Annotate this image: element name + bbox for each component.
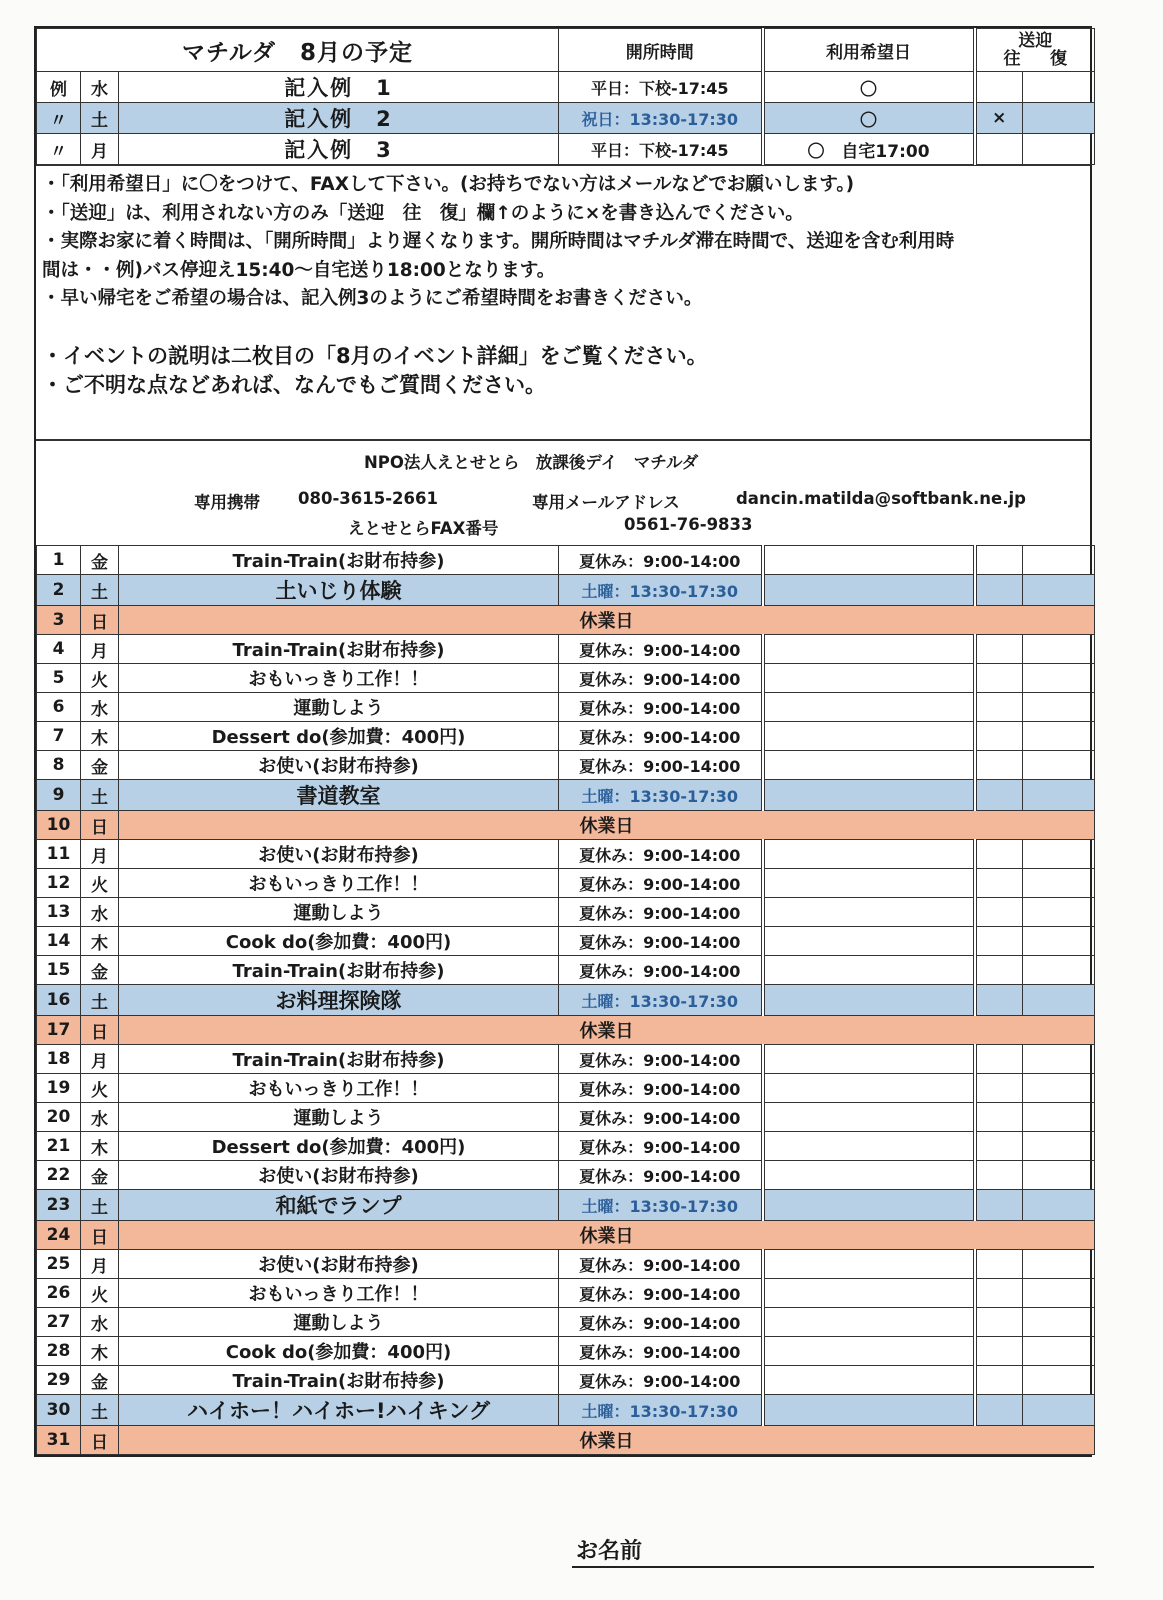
note-line: ・早い帰宅をご希望の場合は、記入例3のようにご希望時間をお書きください。 bbox=[42, 288, 703, 309]
event-name: 運動しよう bbox=[119, 693, 559, 722]
day-row bbox=[37, 1337, 1095, 1366]
day-number: 1 bbox=[37, 546, 81, 575]
note-line: ・「利用希望日」に〇をつけて、FAXして下さい。(お持ちでない方はメールなどでお願いします。) bbox=[42, 174, 855, 195]
header-row bbox=[37, 29, 1095, 72]
day-of-week: 土 bbox=[81, 780, 119, 811]
opening-time: 夏休み：9:00-14:00 bbox=[559, 1074, 763, 1103]
day-row bbox=[37, 606, 1095, 635]
day-number: 12 bbox=[37, 869, 81, 898]
day-of-week: 水 bbox=[81, 1308, 119, 1337]
example-time: 祝日：13:30-17:30 bbox=[559, 103, 763, 134]
schedule-sheet bbox=[34, 26, 1092, 1457]
opening-time: 夏休み：9:00-14:00 bbox=[559, 1366, 763, 1395]
outbound-cell[interactable] bbox=[975, 1250, 1023, 1279]
outbound-cell[interactable] bbox=[975, 898, 1023, 927]
return-cell[interactable] bbox=[1023, 985, 1095, 1016]
day-row bbox=[37, 1161, 1095, 1190]
outbound-cell[interactable] bbox=[975, 1074, 1023, 1103]
opening-time: 夏休み：9:00-14:00 bbox=[559, 840, 763, 869]
day-of-week: 月 bbox=[81, 840, 119, 869]
request-cell[interactable] bbox=[763, 1366, 975, 1395]
day-number: 27 bbox=[37, 1308, 81, 1337]
outbound-cell[interactable] bbox=[975, 1161, 1023, 1190]
example-label: 〃 bbox=[37, 134, 81, 165]
outbound-cell[interactable] bbox=[975, 722, 1023, 751]
day-of-week: 月 bbox=[81, 635, 119, 664]
day-number: 21 bbox=[37, 1132, 81, 1161]
opening-time: 夏休み：9:00-14:00 bbox=[559, 1161, 763, 1190]
day-number: 19 bbox=[37, 1074, 81, 1103]
request-cell[interactable] bbox=[763, 635, 975, 664]
day-row bbox=[37, 1426, 1095, 1455]
event-name: Dessert do(参加費：400円) bbox=[119, 1132, 559, 1161]
return-cell[interactable] bbox=[1023, 1103, 1095, 1132]
request-cell[interactable] bbox=[763, 1308, 975, 1337]
day-number: 23 bbox=[37, 1190, 81, 1221]
outbound-cell[interactable] bbox=[975, 1103, 1023, 1132]
outbound-cell[interactable] bbox=[975, 840, 1023, 869]
opening-time: 土曜：13:30-17:30 bbox=[559, 1395, 763, 1426]
event-name: 土いじり体験 bbox=[119, 575, 559, 606]
event-name: Train-Train(お財布持参) bbox=[119, 1366, 559, 1395]
opening-time: 夏休み：9:00-14:00 bbox=[559, 1337, 763, 1366]
email-label: 専用メールアドレス bbox=[532, 493, 680, 512]
day-number: 9 bbox=[37, 780, 81, 811]
return-cell[interactable] bbox=[1023, 869, 1095, 898]
return-cell[interactable] bbox=[1023, 575, 1095, 606]
day-of-week: 火 bbox=[81, 1074, 119, 1103]
outbound-cell[interactable] bbox=[975, 635, 1023, 664]
note-line: 間は・・例)バス停迎え15:40～自宅送り18:00となります。 bbox=[42, 259, 556, 281]
day-of-week: 土 bbox=[81, 985, 119, 1016]
example-return bbox=[1023, 134, 1095, 165]
opening-time: 夏休み：9:00-14:00 bbox=[559, 869, 763, 898]
day-row bbox=[37, 693, 1095, 722]
return-cell[interactable] bbox=[1023, 722, 1095, 751]
event-name: おもいっきり工作！！ bbox=[119, 869, 559, 898]
opening-time: 夏休み：9:00-14:00 bbox=[559, 1045, 763, 1074]
return-cell[interactable] bbox=[1023, 840, 1095, 869]
request-cell[interactable] bbox=[763, 722, 975, 751]
day-number: 29 bbox=[37, 1366, 81, 1395]
event-name: お料理探険隊 bbox=[119, 985, 559, 1016]
request-cell[interactable] bbox=[763, 780, 975, 811]
request-cell[interactable] bbox=[763, 664, 975, 693]
outbound-cell[interactable] bbox=[975, 1395, 1023, 1426]
outbound-cell[interactable] bbox=[975, 1337, 1023, 1366]
opening-time: 夏休み：9:00-14:00 bbox=[559, 1132, 763, 1161]
outbound-cell[interactable] bbox=[975, 1132, 1023, 1161]
opening-time: 夏休み：9:00-14:00 bbox=[559, 898, 763, 927]
opening-time: 夏休み：9:00-14:00 bbox=[559, 751, 763, 780]
example-return bbox=[1023, 103, 1095, 134]
opening-time: 夏休み：9:00-14:00 bbox=[559, 664, 763, 693]
outbound-cell[interactable] bbox=[975, 575, 1023, 606]
fax-label: えとせとらFAX番号 bbox=[348, 519, 499, 538]
day-row bbox=[37, 1132, 1095, 1161]
day-number: 14 bbox=[37, 927, 81, 956]
event-name: おもいっきり工作！！ bbox=[119, 1074, 559, 1103]
request-cell[interactable] bbox=[763, 1103, 975, 1132]
event-name: 運動しよう bbox=[119, 1308, 559, 1337]
day-of-week: 火 bbox=[81, 664, 119, 693]
note-line: ・ご不明な点などあれば、なんでもご質問ください。 bbox=[42, 372, 546, 397]
org-name: NPO法人えとせとら 放課後デイ マチルダ bbox=[364, 453, 699, 472]
outbound-cell[interactable] bbox=[975, 1308, 1023, 1337]
day-row bbox=[37, 1103, 1095, 1132]
opening-time: 土曜：13:30-17:30 bbox=[559, 985, 763, 1016]
example-row bbox=[37, 134, 1095, 165]
day-number: 2 bbox=[37, 575, 81, 606]
outbound-cell[interactable] bbox=[975, 869, 1023, 898]
day-of-week: 木 bbox=[81, 927, 119, 956]
day-number: 16 bbox=[37, 985, 81, 1016]
request-cell[interactable] bbox=[763, 956, 975, 985]
day-of-week: 土 bbox=[81, 1395, 119, 1426]
outbound-cell[interactable] bbox=[975, 780, 1023, 811]
day-row bbox=[37, 898, 1095, 927]
return-cell[interactable] bbox=[1023, 1395, 1095, 1426]
return-cell[interactable] bbox=[1023, 1132, 1095, 1161]
day-number: 20 bbox=[37, 1103, 81, 1132]
outbound-cell[interactable] bbox=[975, 546, 1023, 575]
opening-time: 土曜：13:30-17:30 bbox=[559, 1190, 763, 1221]
day-of-week: 木 bbox=[81, 722, 119, 751]
page-title: マチルダ 8月の予定 bbox=[37, 29, 559, 72]
outbound-label: 往 bbox=[1003, 49, 1021, 69]
outbound-cell[interactable] bbox=[975, 985, 1023, 1016]
event-name: お使い(お財布持参) bbox=[119, 1250, 559, 1279]
day-number: 8 bbox=[37, 751, 81, 780]
example-time: 平日：下校-17:45 bbox=[559, 72, 763, 103]
event-name: Dessert do(参加費：400円) bbox=[119, 722, 559, 751]
event-name: お使い(お財布持参) bbox=[119, 840, 559, 869]
day-number: 3 bbox=[37, 606, 81, 635]
example-dow: 月 bbox=[81, 134, 119, 165]
transport-label: 送迎 bbox=[1018, 31, 1053, 51]
example-request: 〇 bbox=[763, 103, 975, 134]
day-of-week: 土 bbox=[81, 1190, 119, 1221]
day-row bbox=[37, 1395, 1095, 1426]
opening-time: 夏休み：9:00-14:00 bbox=[559, 927, 763, 956]
contact-section bbox=[36, 439, 1090, 545]
day-of-week: 水 bbox=[81, 898, 119, 927]
day-number: 17 bbox=[37, 1016, 81, 1045]
name-field-line[interactable] bbox=[572, 1566, 1094, 1568]
opening-time: 夏休み：9:00-14:00 bbox=[559, 1250, 763, 1279]
day-of-week: 木 bbox=[81, 1132, 119, 1161]
example-dow: 土 bbox=[81, 103, 119, 134]
event-name: Train-Train(お財布持参) bbox=[119, 635, 559, 664]
day-of-week: 金 bbox=[81, 1161, 119, 1190]
day-row bbox=[37, 635, 1095, 664]
example-request: 〇 自宅17:00 bbox=[763, 134, 975, 165]
day-row bbox=[37, 751, 1095, 780]
day-of-week: 金 bbox=[81, 1366, 119, 1395]
day-row bbox=[37, 780, 1095, 811]
example-label: 例 bbox=[37, 72, 81, 103]
day-number: 28 bbox=[37, 1337, 81, 1366]
opening-time: 夏休み：9:00-14:00 bbox=[559, 722, 763, 751]
instructions-section bbox=[36, 165, 1090, 439]
day-number: 10 bbox=[37, 811, 81, 840]
event-name: 書道教室 bbox=[119, 780, 559, 811]
request-cell[interactable] bbox=[763, 693, 975, 722]
day-row bbox=[37, 869, 1095, 898]
return-cell[interactable] bbox=[1023, 1308, 1095, 1337]
col-transport-header bbox=[975, 29, 1095, 72]
opening-time: 夏休み：9:00-14:00 bbox=[559, 693, 763, 722]
email-address: dancin.matilda@softbank.ne.jp bbox=[736, 489, 1026, 508]
note-line: ・「送迎」は、利用されない方のみ「送迎 往 復」欄↑のように×を書き込んでください。 bbox=[42, 202, 804, 224]
day-of-week: 火 bbox=[81, 1279, 119, 1308]
event-name: ハイホー！ハイホー!ハイキング bbox=[119, 1395, 559, 1426]
day-row bbox=[37, 1016, 1095, 1045]
example-outbound: × bbox=[975, 103, 1023, 134]
example-name: 記入例 1 bbox=[119, 72, 559, 103]
closed-label: 休業日 bbox=[119, 1426, 1095, 1455]
outbound-cell[interactable] bbox=[975, 956, 1023, 985]
request-cell[interactable] bbox=[763, 1395, 975, 1426]
request-cell[interactable] bbox=[763, 927, 975, 956]
day-row bbox=[37, 1074, 1095, 1103]
day-row bbox=[37, 1308, 1095, 1337]
day-row bbox=[37, 956, 1095, 985]
return-cell[interactable] bbox=[1023, 1161, 1095, 1190]
event-name: お使い(お財布持参) bbox=[119, 1161, 559, 1190]
fax-number: 0561-76-9833 bbox=[624, 515, 753, 534]
return-cell[interactable] bbox=[1023, 693, 1095, 722]
calendar-table bbox=[36, 545, 1095, 1455]
return-cell[interactable] bbox=[1023, 780, 1095, 811]
outbound-cell[interactable] bbox=[975, 927, 1023, 956]
event-name: Cook do(参加費：400円) bbox=[119, 1337, 559, 1366]
example-name: 記入例 2 bbox=[119, 103, 559, 134]
day-of-week: 金 bbox=[81, 956, 119, 985]
day-row bbox=[37, 546, 1095, 575]
closed-label: 休業日 bbox=[119, 811, 1095, 840]
return-cell[interactable] bbox=[1023, 751, 1095, 780]
day-row bbox=[37, 1250, 1095, 1279]
request-cell[interactable] bbox=[763, 1279, 975, 1308]
opening-time: 夏休み：9:00-14:00 bbox=[559, 635, 763, 664]
day-row bbox=[37, 1366, 1095, 1395]
phone-number: 080-3615-2661 bbox=[298, 489, 438, 508]
example-outbound bbox=[975, 134, 1023, 165]
col-request-header: 利用希望日 bbox=[763, 29, 975, 72]
opening-time: 夏休み：9:00-14:00 bbox=[559, 1103, 763, 1132]
day-row bbox=[37, 575, 1095, 606]
day-number: 11 bbox=[37, 840, 81, 869]
closed-label: 休業日 bbox=[119, 1016, 1095, 1045]
day-number: 30 bbox=[37, 1395, 81, 1426]
event-name: お使い(お財布持参) bbox=[119, 751, 559, 780]
day-row bbox=[37, 985, 1095, 1016]
transport-sublabels bbox=[977, 50, 1095, 68]
example-dow: 水 bbox=[81, 72, 119, 103]
day-number: 7 bbox=[37, 722, 81, 751]
examples-body bbox=[37, 72, 1095, 165]
return-cell[interactable] bbox=[1023, 1074, 1095, 1103]
request-cell[interactable] bbox=[763, 575, 975, 606]
day-number: 15 bbox=[37, 956, 81, 985]
day-row bbox=[37, 1190, 1095, 1221]
request-cell[interactable] bbox=[763, 840, 975, 869]
day-of-week: 月 bbox=[81, 1250, 119, 1279]
day-of-week: 火 bbox=[81, 869, 119, 898]
example-row bbox=[37, 103, 1095, 134]
outbound-cell[interactable] bbox=[975, 1045, 1023, 1074]
request-cell[interactable] bbox=[763, 1074, 975, 1103]
phone-label: 専用携帯 bbox=[194, 493, 260, 512]
example-time: 平日：下校-17:45 bbox=[559, 134, 763, 165]
event-name: 和紙でランプ bbox=[119, 1190, 559, 1221]
event-name: Train-Train(お財布持参) bbox=[119, 956, 559, 985]
day-number: 18 bbox=[37, 1045, 81, 1074]
note-line: ・実際お家に着く時間は、「開所時間」より遅くなります。開所時間はマチルダ滞在時間で、送迎を含む利用時 bbox=[42, 231, 955, 252]
example-request: 〇 bbox=[763, 72, 975, 103]
opening-time: 夏休み：9:00-14:00 bbox=[559, 956, 763, 985]
example-outbound bbox=[975, 72, 1023, 103]
header-table bbox=[36, 28, 1095, 165]
day-row bbox=[37, 664, 1095, 693]
request-cell[interactable] bbox=[763, 1045, 975, 1074]
day-row bbox=[37, 1279, 1095, 1308]
day-of-week: 水 bbox=[81, 1103, 119, 1132]
day-of-week: 土 bbox=[81, 575, 119, 606]
col-time-header: 開所時間 bbox=[559, 29, 763, 72]
name-label: お名前 bbox=[576, 1539, 643, 1564]
return-cell[interactable] bbox=[1023, 1366, 1095, 1395]
day-number: 4 bbox=[37, 635, 81, 664]
event-name: おもいっきり工作！！ bbox=[119, 1279, 559, 1308]
outbound-cell[interactable] bbox=[975, 1190, 1023, 1221]
return-cell[interactable] bbox=[1023, 898, 1095, 927]
opening-time: 土曜：13:30-17:30 bbox=[559, 575, 763, 606]
day-number: 31 bbox=[37, 1426, 81, 1455]
example-name: 記入例 3 bbox=[119, 134, 559, 165]
request-cell[interactable] bbox=[763, 546, 975, 575]
day-row bbox=[37, 722, 1095, 751]
outbound-cell[interactable] bbox=[975, 751, 1023, 780]
request-cell[interactable] bbox=[763, 898, 975, 927]
day-number: 13 bbox=[37, 898, 81, 927]
event-name: 運動しよう bbox=[119, 898, 559, 927]
event-name: 運動しよう bbox=[119, 1103, 559, 1132]
event-name: Cook do(参加費：400円) bbox=[119, 927, 559, 956]
request-cell[interactable] bbox=[763, 751, 975, 780]
day-of-week: 日 bbox=[81, 811, 119, 840]
day-of-week: 日 bbox=[81, 1221, 119, 1250]
day-of-week: 金 bbox=[81, 751, 119, 780]
event-name: Train-Train(お財布持参) bbox=[119, 546, 559, 575]
day-of-week: 月 bbox=[81, 1045, 119, 1074]
day-number: 25 bbox=[37, 1250, 81, 1279]
day-number: 24 bbox=[37, 1221, 81, 1250]
return-cell[interactable] bbox=[1023, 1250, 1095, 1279]
day-row bbox=[37, 840, 1095, 869]
note-line: ・イベントの説明は二枚目の「8月のイベント詳細」をご覧ください。 bbox=[42, 343, 708, 368]
day-row bbox=[37, 1221, 1095, 1250]
day-of-week: 日 bbox=[81, 1426, 119, 1455]
example-row bbox=[37, 72, 1095, 103]
closed-label: 休業日 bbox=[119, 1221, 1095, 1250]
return-cell[interactable] bbox=[1023, 664, 1095, 693]
request-cell[interactable] bbox=[763, 1132, 975, 1161]
request-cell[interactable] bbox=[763, 1190, 975, 1221]
day-number: 22 bbox=[37, 1161, 81, 1190]
closed-label: 休業日 bbox=[119, 606, 1095, 635]
return-cell[interactable] bbox=[1023, 927, 1095, 956]
return-label: 復 bbox=[1050, 49, 1068, 69]
request-cell[interactable] bbox=[763, 1337, 975, 1366]
outbound-cell[interactable] bbox=[975, 1366, 1023, 1395]
outbound-cell[interactable] bbox=[975, 1279, 1023, 1308]
return-cell[interactable] bbox=[1023, 1279, 1095, 1308]
outbound-cell[interactable] bbox=[975, 693, 1023, 722]
day-of-week: 日 bbox=[81, 606, 119, 635]
opening-time: 土曜：13:30-17:30 bbox=[559, 780, 763, 811]
outbound-cell[interactable] bbox=[975, 664, 1023, 693]
event-name: おもいっきり工作！！ bbox=[119, 664, 559, 693]
request-cell[interactable] bbox=[763, 1250, 975, 1279]
return-cell[interactable] bbox=[1023, 1337, 1095, 1366]
request-cell[interactable] bbox=[763, 985, 975, 1016]
day-number: 6 bbox=[37, 693, 81, 722]
return-cell[interactable] bbox=[1023, 956, 1095, 985]
day-row bbox=[37, 811, 1095, 840]
day-of-week: 木 bbox=[81, 1337, 119, 1366]
return-cell[interactable] bbox=[1023, 546, 1095, 575]
day-number: 5 bbox=[37, 664, 81, 693]
example-label: 〃 bbox=[37, 103, 81, 134]
event-name: Train-Train(お財布持参) bbox=[119, 1045, 559, 1074]
opening-time: 夏休み：9:00-14:00 bbox=[559, 1279, 763, 1308]
return-cell[interactable] bbox=[1023, 1190, 1095, 1221]
return-cell[interactable] bbox=[1023, 1045, 1095, 1074]
day-row bbox=[37, 1045, 1095, 1074]
day-number: 26 bbox=[37, 1279, 81, 1308]
day-of-week: 日 bbox=[81, 1016, 119, 1045]
day-of-week: 水 bbox=[81, 693, 119, 722]
day-row bbox=[37, 927, 1095, 956]
opening-time: 夏休み：9:00-14:00 bbox=[559, 1308, 763, 1337]
return-cell[interactable] bbox=[1023, 635, 1095, 664]
days-body bbox=[37, 546, 1095, 1455]
request-cell[interactable] bbox=[763, 1161, 975, 1190]
request-cell[interactable] bbox=[763, 869, 975, 898]
opening-time: 夏休み：9:00-14:00 bbox=[559, 546, 763, 575]
day-of-week: 金 bbox=[81, 546, 119, 575]
example-return bbox=[1023, 72, 1095, 103]
